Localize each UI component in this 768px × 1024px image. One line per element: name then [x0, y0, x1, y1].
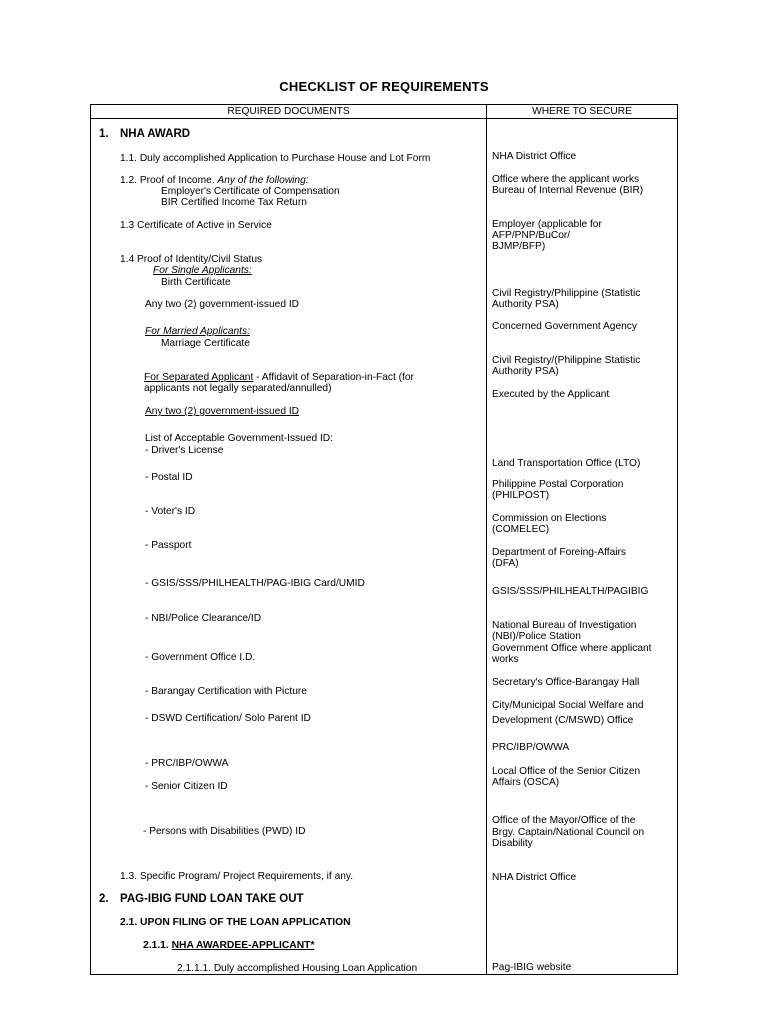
list-item: - Passport: [145, 540, 192, 551]
item-1-4: 1.4 Proof of Identity/Civil Status: [120, 254, 263, 265]
where-nha-district-office: NHA District Office: [492, 151, 577, 162]
item-2-1-1-1: 2.1.1.1. Duly accomplished Housing Loan Application: [177, 963, 418, 974]
list-item: - Persons with Disabilities (PWD) ID: [143, 826, 306, 837]
where-bir: Bureau of Internal Revenue (BIR): [492, 185, 644, 196]
where-nbi-line-2: (NBI)/Police Station: [492, 631, 581, 642]
page-title: CHECKLIST OF REQUIREMENTS: [279, 79, 489, 94]
where-nha-district-office-2: NHA District Office: [492, 872, 577, 883]
table-border-bottom: [90, 974, 678, 975]
marriage-certificate: Marriage Certificate: [161, 338, 250, 349]
any-two-id-separated: Any two (2) government-issued ID: [145, 406, 300, 417]
where-nbi: National Bureau of Investigation: [492, 620, 637, 631]
item-1-2-qualifier: Any of the following:: [217, 175, 309, 186]
item-1-2: [120, 175, 309, 186]
where-prc-ibp-owwa: PRC/IBP/OWWA: [492, 742, 570, 753]
separated-applicant-text: - Affidavit of Separation-in-Fact (for: [253, 372, 414, 383]
list-item: - PRC/IBP/OWWA: [145, 758, 229, 769]
header-divider: [90, 118, 678, 119]
item-1-1: 1.1. Duly accomplished Application to Purchase House and Lot Form: [120, 153, 431, 164]
list-item: - Senior Citizen ID: [145, 781, 228, 792]
where-civil-registry-married-line-2: Authority PSA): [492, 366, 559, 377]
where-government-office: Government Office where applicant: [492, 643, 652, 654]
where-executed-by-applicant: Executed by the Applicant: [492, 389, 610, 400]
any-two-id-single: Any two (2) government-issued ID: [145, 299, 300, 310]
where-mayor-office-line-3: Disability: [492, 838, 533, 849]
header-where-to-secure: WHERE TO SECURE: [532, 106, 632, 117]
item-1-3: 1.3 Certificate of Active in Service: [120, 220, 272, 231]
section-2-title: PAG-IBIG FUND LOAN TAKE OUT: [120, 893, 304, 905]
where-mayor-office-line-2: Brgy. Captain/National Council on: [492, 827, 645, 838]
list-item: - Voter's ID: [145, 506, 196, 517]
subsection-2-1-1: [143, 940, 314, 951]
where-dfa: Department of Foreing-Affairs: [492, 547, 627, 558]
where-concerned-agency: Concerned Government Agency: [492, 321, 637, 332]
where-pagibig-website: Pag-IBIG website: [492, 962, 572, 973]
where-office-applicant-works: Office where the applicant works: [492, 174, 640, 185]
section-1-number: 1.: [99, 128, 109, 140]
list-item: - Barangay Certification with Picture: [145, 686, 307, 697]
where-comelec-line-2: (COMELEC): [492, 524, 550, 535]
section-1-title: NHA AWARD: [120, 128, 191, 140]
list-item: - Driver's License: [145, 445, 224, 456]
separated-applicant-line-2: applicants not legally separated/annulled): [144, 383, 332, 394]
where-lto: Land Transportation Office (LTO): [492, 458, 641, 469]
birth-certificate: Birth Certificate: [161, 277, 231, 288]
table-border-top: [90, 104, 678, 105]
where-osca-line-2: Affairs (OSCA): [492, 777, 560, 788]
acceptable-id-list-heading: List of Acceptable Government-Issued ID:: [145, 433, 333, 444]
list-item: - Postal ID: [145, 472, 193, 483]
item-1-2-option-b: BIR Certified Income Tax Return: [161, 197, 307, 208]
table-border-right: [677, 104, 678, 975]
item-1-3-specific-program: 1.3. Specific Program/ Project Requirements, if any.: [120, 871, 354, 882]
where-mswd: City/Municipal Social Welfare and: [492, 700, 644, 711]
where-gsis-sss: GSIS/SSS/PHILHEALTH/PAGIBIG: [492, 586, 649, 597]
where-comelec: Commission on Elections: [492, 513, 607, 524]
table-border-left: [90, 104, 91, 975]
where-dfa-line-2: (DFA): [492, 558, 519, 569]
list-item: - DSWD Certification/ Solo Parent ID: [145, 713, 311, 724]
separated-applicant-label: For Separated Applicant: [144, 372, 254, 383]
where-civil-registry-married: Civil Registry/(Philippine Statistic: [492, 355, 641, 366]
column-divider: [486, 104, 487, 975]
section-2-number: 2.: [99, 893, 109, 905]
where-barangay-hall: Secretary's Office-Barangay Hall: [492, 677, 640, 688]
item-1-2-lead: 1.2. Proof of Income.: [120, 175, 215, 186]
subsection-2-1-1-number: 2.1.1.: [143, 940, 172, 951]
where-government-office-line-2: works: [492, 654, 519, 665]
where-civil-registry-single: Civil Registry/Philippine (Statistic: [492, 288, 641, 299]
single-applicants-label: For Single Applicants:: [153, 265, 252, 276]
where-osca: Local Office of the Senior Citizen: [492, 766, 641, 777]
list-item: - GSIS/SSS/PHILHEALTH/PAG-IBIG Card/UMID: [145, 578, 365, 589]
header-required-documents: REQUIRED DOCUMENTS: [227, 106, 350, 117]
list-item: - Government Office I.D.: [145, 652, 256, 663]
where-mswd-line-2: Development (C/MSWD) Office: [492, 715, 634, 726]
where-employer-line-2: AFP/PNP/BuCor/: [492, 230, 571, 241]
item-1-2-option-a: Employer's Certificate of Compensation: [161, 186, 340, 197]
where-employer-line-3: BJMP/BFP): [492, 241, 546, 252]
where-mayor-office: Office of the Mayor/Office of the: [492, 815, 636, 826]
where-philpost-line-2: (PHILPOST): [492, 490, 550, 501]
where-philpost: Philippine Postal Corporation: [492, 479, 624, 490]
separated-applicant: [144, 372, 414, 383]
subsection-2-1-1-label: NHA AWARDEE-APPLICANT*: [171, 940, 315, 951]
married-applicants-label: For Married Applicants:: [145, 326, 250, 337]
subsection-2-1: 2.1. UPON FILING OF THE LOAN APPLICATION: [120, 917, 351, 928]
list-item: - NBI/Police Clearance/ID: [145, 613, 262, 624]
where-civil-registry-single-line-2: Authority PSA): [492, 299, 559, 310]
where-employer: Employer (applicable for: [492, 219, 602, 230]
